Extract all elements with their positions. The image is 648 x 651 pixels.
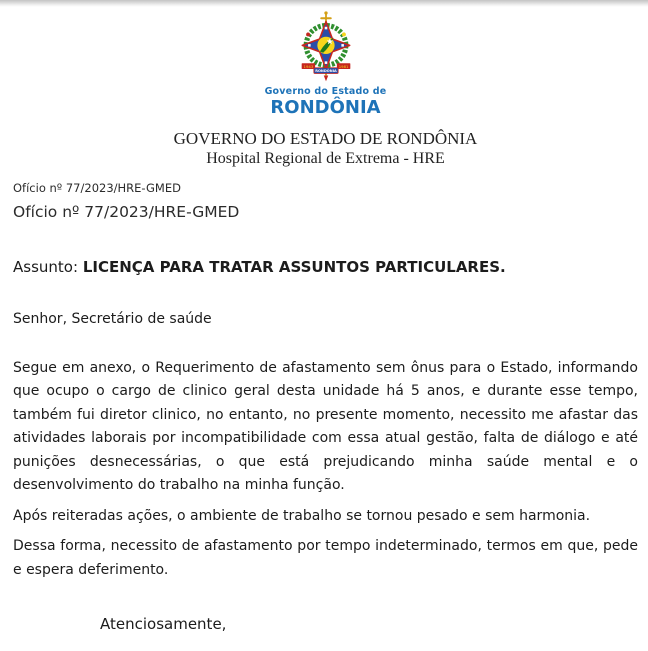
body-paragraph-3: Dessa forma, necessito de afastamento por tempo indeterminado, termos em que, pede e espera deferimento. (13, 538, 638, 578)
organization-unit: Hospital Regional de Extrema - HRE (206, 149, 445, 167)
body-paragraph-2: Após reiteradas ações, o ambiente de trabalho se tornou pesado e sem harmonia. (13, 507, 591, 524)
subject-label: Assunto: (13, 257, 79, 276)
organization-header (13, 129, 638, 168)
subject-value: LICENÇA PARA TRATAR ASSUNTOS PARTICULARES. (82, 257, 506, 276)
document-reference-large: Ofício nº 77/2023/HRE-GMED (13, 202, 240, 221)
closing-salutation: Atenciosamente, (100, 615, 227, 633)
crest-ribbon-label: RONDÔNIA (314, 69, 337, 74)
crest-year-right: 1981 (338, 63, 348, 69)
logo-state-name: RONDÔNIA (270, 96, 381, 118)
logo-government-line: Governo do Estado de (264, 86, 387, 97)
salutation: Senhor, Secretário de saúde (13, 310, 212, 327)
official-letter-document (0, 7, 648, 633)
window-top-edge (0, 0, 648, 7)
state-logo-block (13, 7, 638, 117)
subject-line (13, 258, 638, 276)
organization-name: GOVERNO DO ESTADO DE RONDÔNIA (173, 128, 478, 148)
document-reference-small: Ofício nº 77/2023/HRE-GMED (13, 180, 181, 195)
rondonia-coat-of-arms-icon (294, 10, 358, 82)
body-paragraph-1: Segue em anexo, o Requerimento de afastamento sem ônus para o Estado, informando que ocupo o cargo de clinico geral desta unidade há 5 anos, e durante esse tempo, também fui diretor clinico, no entanto, no presente momento, necessito me afastar das atividades laborais por incompatibilidade com essa atual gestão, falta de diálogo e até punições desnecessárias, o que está prejudicando minha saúde mental e o desenvolvimento do trabalho na minha função. (13, 359, 638, 493)
crest-year-left: 1943 (303, 63, 313, 69)
